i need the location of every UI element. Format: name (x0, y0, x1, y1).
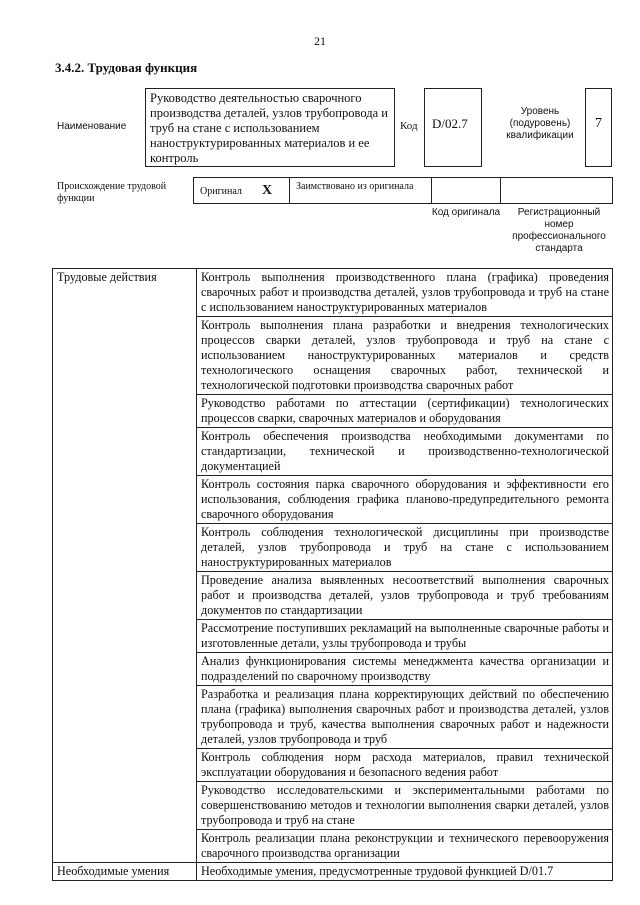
code-box (424, 88, 482, 167)
origin-original-label: Оригинал (200, 186, 242, 197)
labor-action-item: Контроль соблюдения норм расхода материалов, правил технической эксплуатации оборудования и безопасного ведения работ (197, 749, 613, 782)
registration-number-label: Регистрационный номер профессионального стандарта (512, 207, 606, 254)
labor-action-item: Контроль состояния парка сварочного оборудования и эффективности его использования, соблюдения графика планово-предупредительного ремонта сварочного оборудования (197, 476, 613, 524)
page-number: 21 (314, 34, 326, 48)
origin-divider (500, 178, 501, 203)
labor-action-item: Руководство исследовательскими и экспериментальными работами по совершенствованию методов и технологии выполнения сварки деталей, узлов трубопровода и труб на стане (197, 782, 613, 830)
origin-mark: X (262, 183, 273, 198)
skills-text: Необходимые умения, предусмотренные трудовой функцией D/01.7 (197, 863, 613, 881)
labor-action-item: Рассмотрение поступивших рекламаций на выполненные сварочные работы и изготовленные детали, узлы трубопровода и трубы (197, 620, 613, 653)
origin-divider (289, 178, 290, 203)
labor-function-table (52, 268, 613, 881)
function-name-box (145, 88, 395, 167)
origin-borrowed-label: Заимствовано из оригинала (296, 181, 414, 192)
origin-box (193, 177, 613, 204)
labor-action-item: Контроль соблюдения технологической дисциплины при производстве деталей, узлов трубопровода и труб на стане с использованием наноструктурированных материалов (197, 524, 613, 572)
table-row (53, 269, 613, 317)
labor-action-item: Руководство работами по аттестации (сертификации) технологических процессов сварки, сварочных материалов и оборудования (197, 395, 613, 428)
labor-action-item: Анализ функционирования системы менеджмента качества организации и подразделений по сварочному производству (197, 653, 613, 686)
origin-label: Происхождение трудовой функции (57, 181, 167, 204)
labor-action-item: Проведение анализа выявленных несоответствий выполнения сварочных работ и производства деталей, узлов трубопровода и труб требованиям документов по стандартизации (197, 572, 613, 620)
level-box (585, 88, 612, 167)
skills-label: Необходимые умения (53, 863, 197, 881)
code-label: Код (400, 120, 418, 132)
labor-actions-label: Трудовые действия (53, 269, 197, 863)
origin-divider (431, 178, 432, 203)
labor-action-item: Контроль обеспечения производства необходимыми документами по стандартизации, технической и производственно-технологической документацией (197, 428, 613, 476)
code-original-label: Код оригинала (431, 207, 501, 218)
function-name-text: Руководство деятельностью сварочного производства деталей, узлов трубопровода и труб на стане с использованием наноструктурированных материалов и ее контроль (150, 91, 388, 165)
labor-action-item: Контроль выполнения производственного плана (графика) проведения сварочных работ и производства деталей, узлов трубопровода и труб на стане с использованием наноструктурированных материалов (197, 269, 613, 317)
code-value: D/02.7 (432, 116, 468, 131)
labor-action-item: Контроль выполнения плана разработки и внедрения технологических процессов сварки деталей, узлов трубопровода и труб на стане с использованием наноструктурированных материалов и средств технологического оснащения сварочных работ, технической и технологической подготовки производства сварочных работ (197, 317, 613, 395)
level-value: 7 (595, 116, 602, 131)
table-row (53, 863, 613, 881)
level-label: Уровень (подуровень) квалификации (506, 106, 574, 141)
section-heading: 3.4.2. Трудовая функция (55, 60, 198, 75)
labor-action-item: Разработка и реализация плана корректирующих действий по обеспечению плана (графика) выполнения сварочных работ и производства деталей, узлов трубопровода и труб, качества выполнения сварочных работ и надежности деталей, узлов трубопровода и труб (197, 686, 613, 749)
labor-action-item: Контроль реализации плана реконструкции и технического перевооружения сварочного производства организации (197, 830, 613, 863)
name-label: Наименование (57, 121, 127, 132)
